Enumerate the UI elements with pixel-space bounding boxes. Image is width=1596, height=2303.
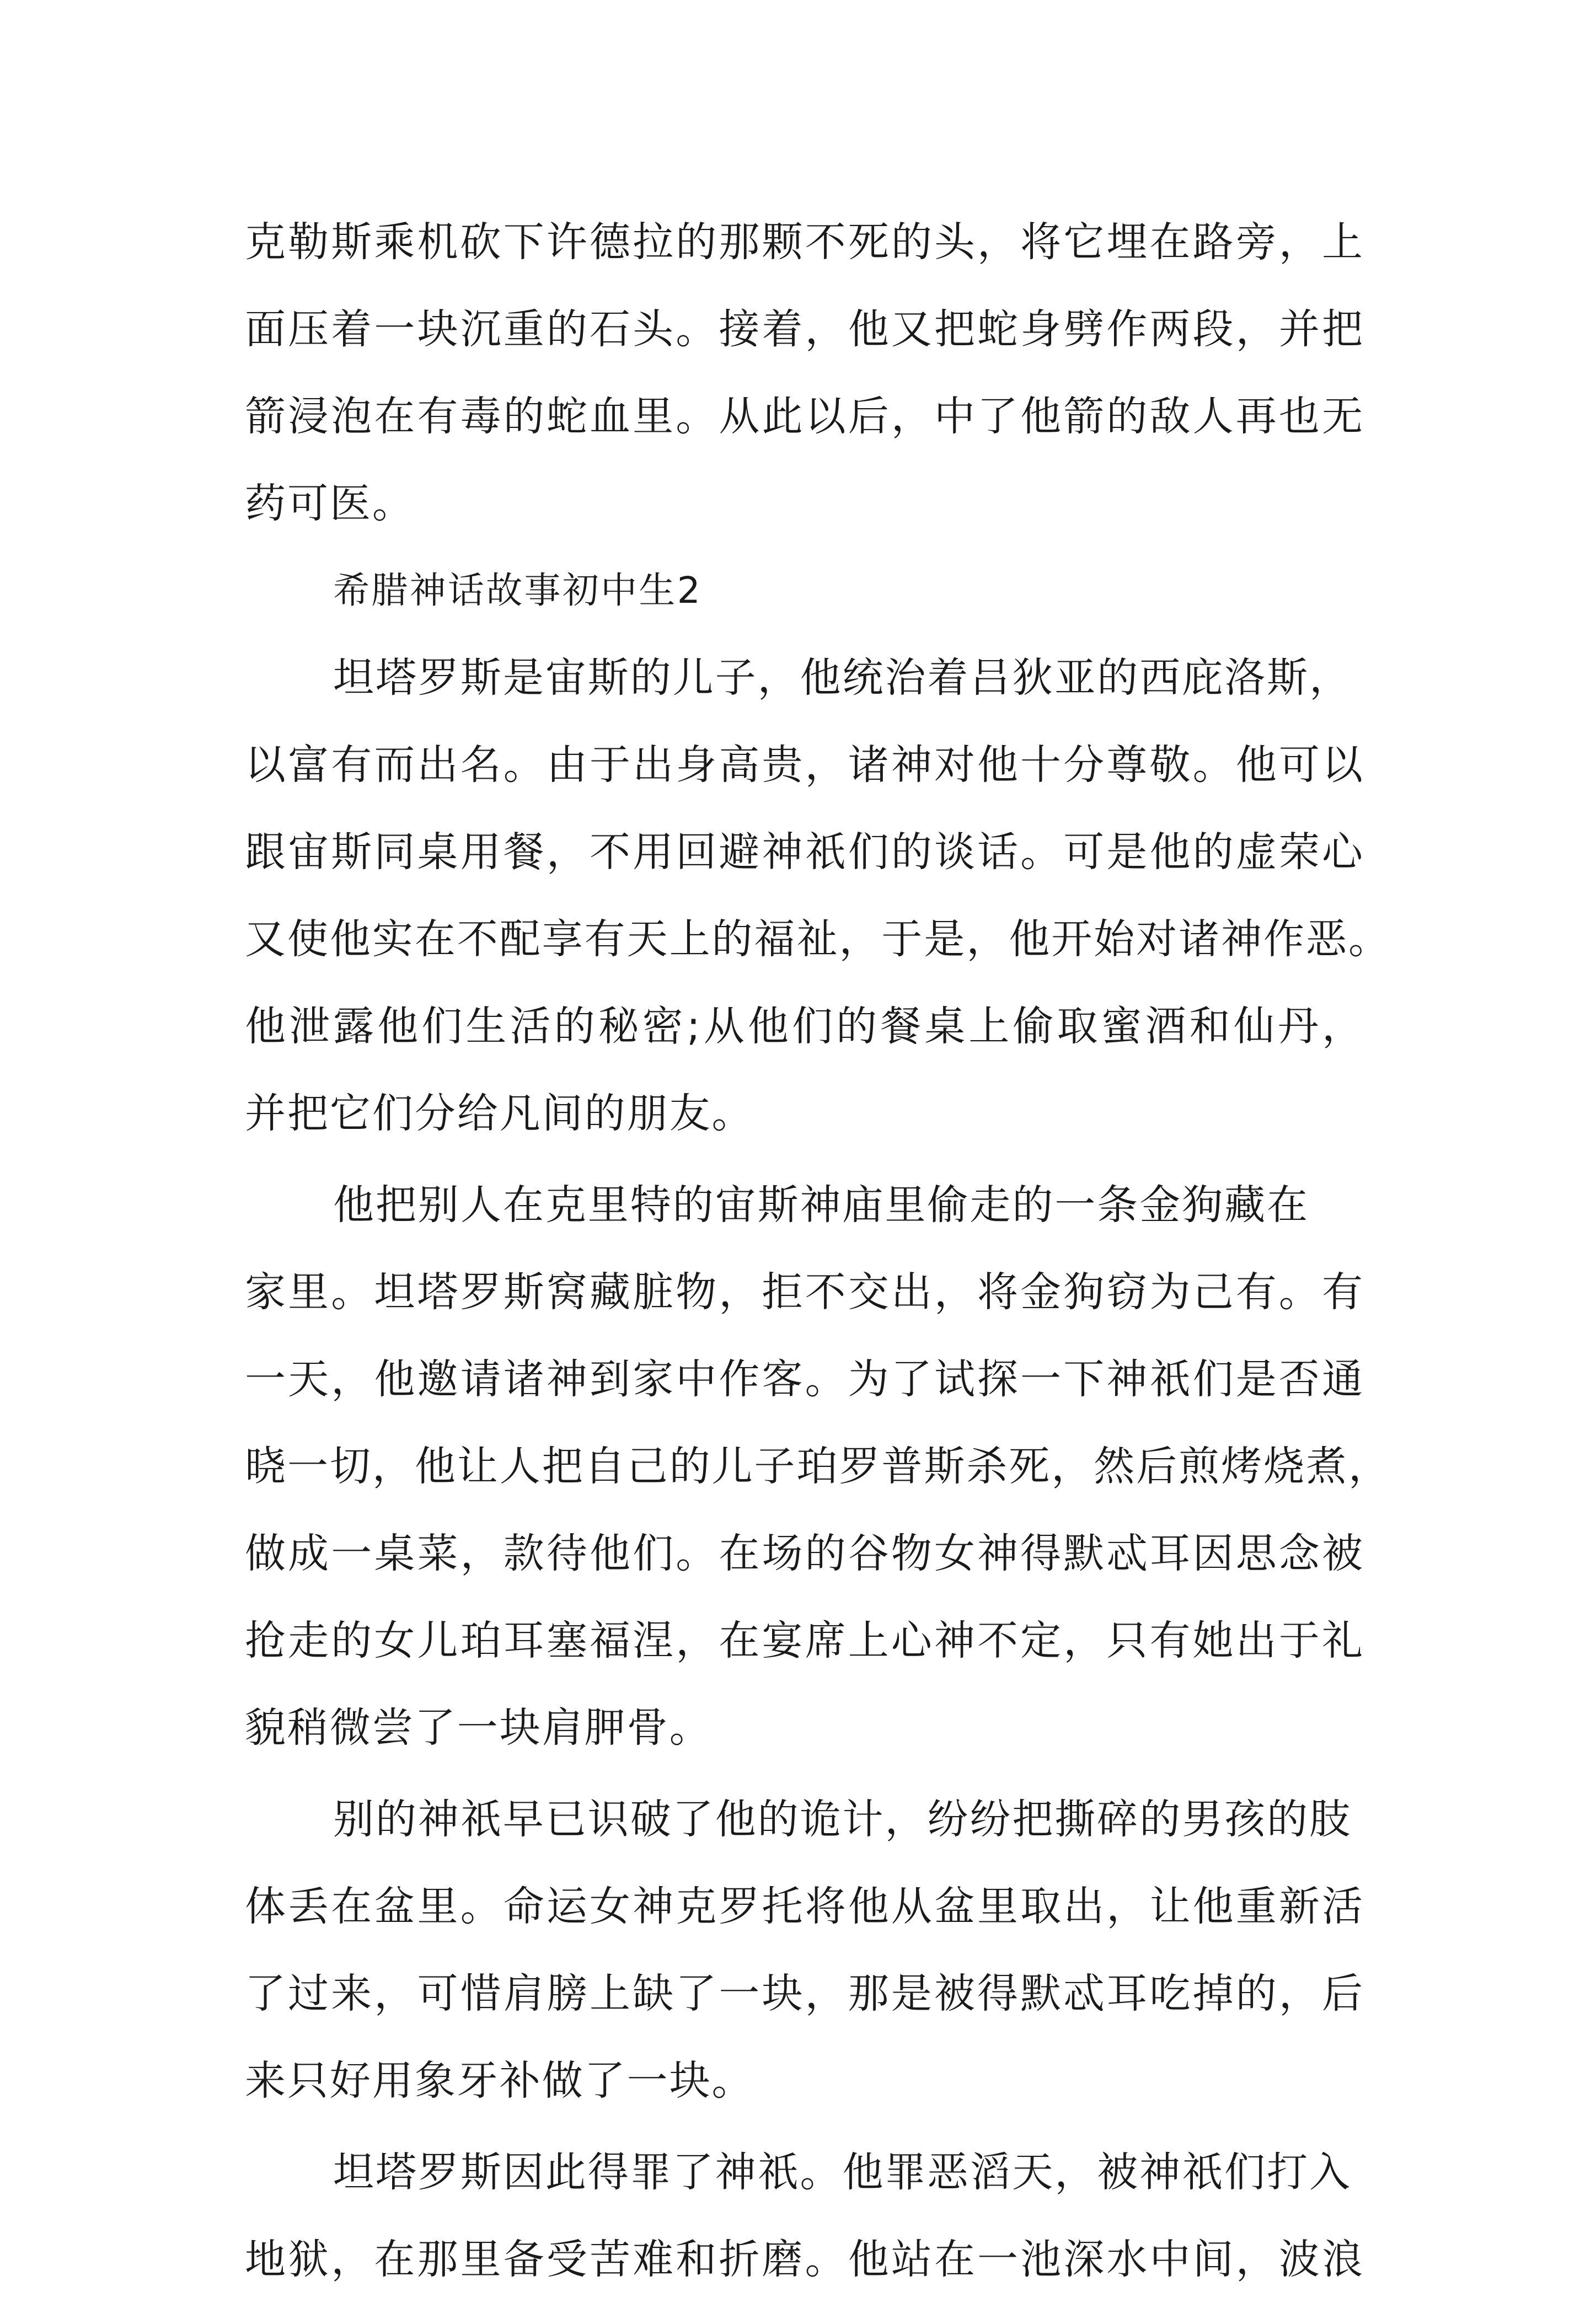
text-line: 地狱，在那里备受苦难和折磨。他站在一池深水中间，波浪 xyxy=(245,2236,1364,2283)
paragraph-gap xyxy=(245,1157,1364,1161)
text-line: 克勒斯乘机砍下许德拉的那颗不死的头，将它埋在路旁，上 xyxy=(245,218,1364,266)
text-line: 药可医。 xyxy=(245,480,415,527)
text-line: 来只好用象牙补做了一块。 xyxy=(245,2057,754,2104)
text-line: 以富有而出名。由于出身高贵，诸神对他十分尊敬。他可以 xyxy=(245,741,1364,789)
paragraph xyxy=(245,2129,1364,2303)
text-line: 并把它们分给凡间的朋友。 xyxy=(245,1090,754,1137)
paragraph xyxy=(245,1161,1391,1771)
paragraph xyxy=(245,1776,1364,2124)
text-line: 箭浸泡在有毒的蛇血里。从此以后，中了他箭的敌人再也无 xyxy=(245,393,1364,440)
text-line: 了过来，可惜肩膀上缺了一块，那是被得默忒耳吃掉的，后 xyxy=(245,1970,1364,2017)
text-line: 一天，他邀请诸神到家中作客。为了试探一下神祇们是否通 xyxy=(245,1356,1364,1403)
paragraph-gap xyxy=(245,1771,1364,1776)
text-line: 做成一桌菜，款待他们。在场的谷物女神得默忒耳因思念被 xyxy=(245,1530,1364,1577)
text-line: 他泄露他们生活的秘密;从他们的餐桌上偷取蜜酒和仙丹， xyxy=(245,1003,1364,1050)
text-line: 又使他实在不配享有天上的福祉，于是，他开始对诸神作恶。 xyxy=(245,915,1391,963)
text-line: 貌稍微尝了一块肩胛骨。 xyxy=(245,1704,712,1752)
text-line: 晓一切，他让人把自己的儿子珀罗普斯杀死，然后煎烤烧煮， xyxy=(245,1443,1391,1490)
text-line: 家里。坦塔罗斯窝藏脏物，拒不交出，将金狗窃为己有。有 xyxy=(245,1268,1364,1316)
section-heading xyxy=(245,547,1364,634)
paragraph-gap xyxy=(245,2124,1364,2129)
text-line: 体丢在盆里。命运女神克罗托将他从盆里取出，让他重新活 xyxy=(245,1883,1364,1930)
text-line: 抢走的女儿珀耳塞福涅，在宴席上心神不定，只有她出于礼 xyxy=(245,1617,1364,1664)
text-line: 坦塔罗斯是宙斯的儿子，他统治着吕狄亚的西庇洛斯， xyxy=(333,654,1352,701)
document-body xyxy=(245,199,1391,2303)
paragraph xyxy=(245,199,1364,547)
text-line: 跟宙斯同桌用餐，不用回避神祇们的谈话。可是他的虚荣心 xyxy=(245,828,1364,876)
text-line: 面压着一块沉重的石头。接着，他又把蛇身劈作两段，并把 xyxy=(245,306,1364,353)
paragraph xyxy=(245,634,1391,1157)
heading-text: 希腊神话故事初中生2 xyxy=(333,569,702,612)
text-line: 他把别人在克里特的宙斯神庙里偷走的一条金狗藏在 xyxy=(333,1181,1310,1229)
text-line: 别的神祇早已识破了他的诡计，纷纷把撕碎的男孩的肢 xyxy=(333,1796,1352,1843)
text-line: 坦塔罗斯因此得罪了神祇。他罪恶滔天，被神祇们打入 xyxy=(333,2149,1352,2196)
